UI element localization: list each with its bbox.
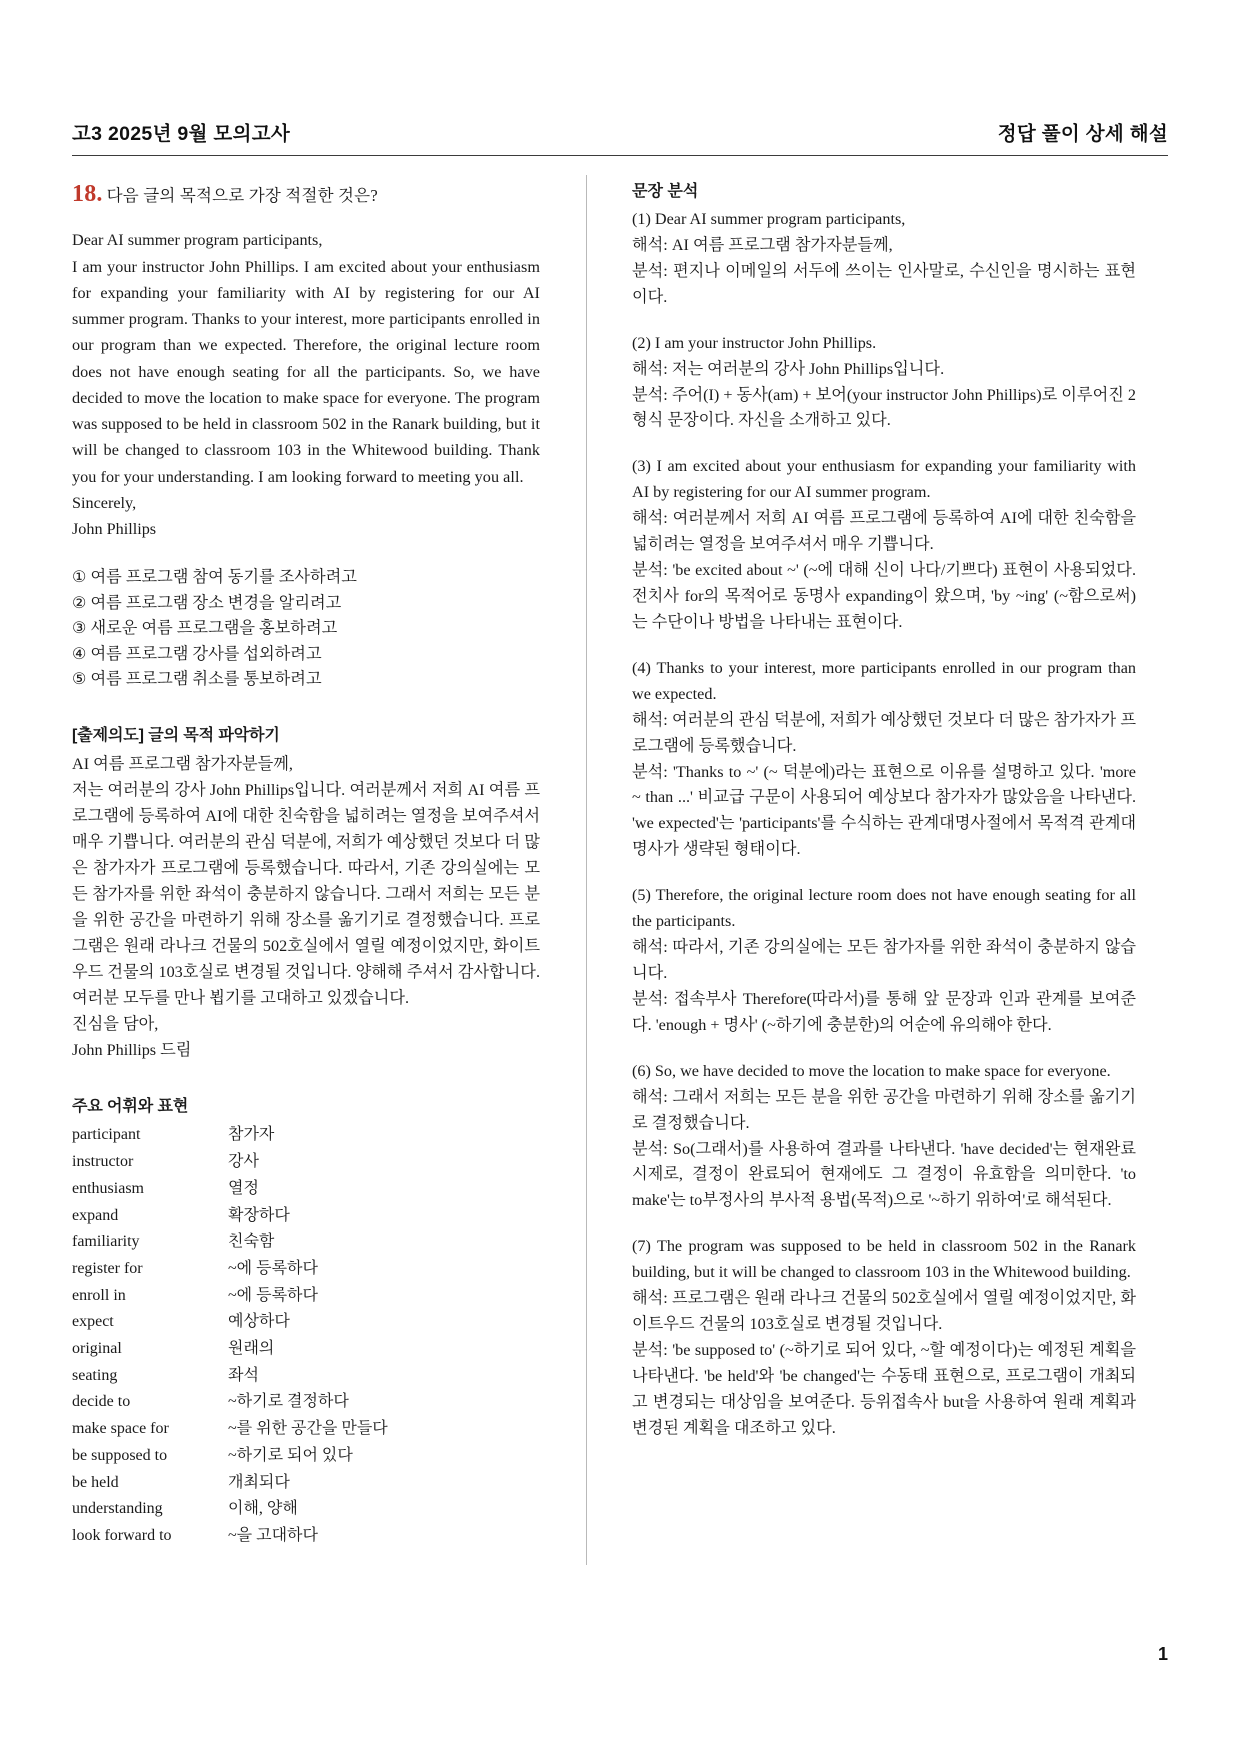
analysis-note: 분석: 주어(I) + 동사(am) + 보어(your instructor John Phillips)로 이루어진 2형식 문장이다. 자신을 소개하고 있다. — [632, 385, 1136, 430]
left-column — [72, 178, 540, 1552]
vocab-meaning: 친숙함 — [228, 1233, 275, 1251]
intent-section-title: [출제의도] 글의 목적 파악하기 — [72, 727, 280, 745]
vocab-term: make space for — [72, 1420, 169, 1438]
analysis-note: 분석: 'Thanks to ~' (~ 덕분에)라는 표현으로 이유를 설명하고 있다. 'more ~ than ...' 비교급 구문이 사용되어 예상보다 참가자가 많았음을 나타낸다. 'we expected'는 'participants'를 수식하는 관계대명사절에서 목적격 관계대명사가 생략된 형태이다. — [632, 762, 1136, 859]
choice-label: 여름 프로그램 강사를 섭외하려고 — [90, 644, 322, 663]
vocab-meaning: ~를 위한 공간을 만들다 — [228, 1420, 388, 1438]
table-row — [72, 1231, 540, 1258]
analysis-translation: 해석: 저는 여러분의 강사 John Phillips입니다. — [632, 359, 945, 378]
intent-greeting: AI 여름 프로그램 참가자분들께, — [72, 755, 293, 774]
analysis-sentence: (4) Thanks to your interest, more participants enrolled in our program than we expected. — [632, 658, 1136, 703]
intent-signature: John Phillips 드림 — [72, 1040, 192, 1059]
choice-label: 여름 프로그램 취소를 통보하려고 — [90, 669, 322, 688]
table-row — [72, 1498, 540, 1525]
analysis-item-6 — [632, 1059, 1136, 1215]
analysis-item-2 — [632, 331, 1136, 435]
analysis-translation: 해석: 프로그램은 원래 라나크 건물의 502호실에서 열릴 예정이었지만, 화이트우드 건물의 103호실로 변경될 것입니다. — [632, 1289, 1136, 1334]
choice-2[interactable] — [72, 591, 540, 616]
analysis-sentence: (1) Dear AI summer program participants, — [632, 210, 906, 228]
choice-marker: ④ — [72, 644, 87, 663]
choice-label: 여름 프로그램 장소 변경을 알리려고 — [90, 593, 342, 612]
vocab-term: enroll in — [72, 1286, 126, 1304]
table-row — [72, 1258, 540, 1285]
table-row — [72, 1472, 540, 1499]
analysis-item-1 — [632, 207, 1136, 311]
analysis-item-3 — [632, 454, 1136, 635]
vocab-term: participant — [72, 1126, 141, 1144]
vocab-meaning: 이해, 양해 — [228, 1500, 298, 1518]
vocab-meaning: ~을 고대하다 — [228, 1527, 318, 1544]
analysis-sentence: (2) I am your instructor John Phillips. — [632, 333, 877, 352]
vocab-meaning: 열정 — [228, 1179, 259, 1197]
choice-marker: ③ — [72, 619, 87, 638]
choice-marker: ① — [72, 568, 87, 587]
analysis-translation: 해석: AI 여름 프로그램 참가자분들께, — [632, 235, 893, 254]
vocab-term: understanding — [72, 1500, 163, 1518]
vocab-meaning: ~에 등록하다 — [228, 1286, 318, 1304]
vocab-term: expect — [72, 1313, 114, 1331]
table-row — [72, 1285, 540, 1312]
header-divider — [72, 155, 1168, 156]
vocab-meaning: ~하기로 결정하다 — [228, 1393, 349, 1411]
choice-5[interactable] — [72, 667, 540, 692]
analysis-section-title: 문장 분석 — [632, 183, 699, 200]
section-title: 정답 풀이 상세 해설 — [997, 123, 1168, 145]
vocab-term: seating — [72, 1366, 118, 1384]
choice-4[interactable] — [72, 642, 540, 667]
table-row — [72, 1178, 540, 1205]
table-row — [72, 1391, 540, 1418]
table-row — [72, 1205, 540, 1232]
analysis-sentence: (3) I am excited about your enthusiasm for expanding your familiarity with AI by registering for our AI summer program. — [632, 457, 1136, 502]
question-heading — [72, 178, 540, 210]
page-number: 1 — [1157, 1644, 1168, 1664]
table-row — [72, 1418, 540, 1445]
analysis-note: 분석: So(그래서)를 사용하여 결과를 나타낸다. 'have decided'는 현재완료 시제로, 결정이 완료되어 현재에도 그 결정이 유효함을 의미한다. 'to make'는 to부정사의 부사적 용법(목적)으로 '~하기 위하여'로 해석된다. — [632, 1139, 1136, 1210]
table-row — [72, 1151, 540, 1178]
vocab-term: original — [72, 1340, 122, 1358]
vocab-term: be held — [72, 1473, 119, 1491]
analysis-note: 분석: 'be excited about ~' (~에 대해 신이 나다/기쁘다) 표현이 사용되었다. 전치사 for의 목적어로 동명사 expanding이 왔으며, 'by ~ing' (~함으로써)는 수단이나 방법을 나타내는 표현이다. — [632, 561, 1136, 631]
vocab-meaning: 예상하다 — [228, 1313, 290, 1331]
choice-label: 새로운 여름 프로그램을 홍보하려고 — [90, 619, 338, 638]
vocab-term: look forward to — [72, 1527, 172, 1544]
choice-marker: ⑤ — [72, 669, 87, 688]
passage-closing: Sincerely, — [72, 493, 137, 512]
analysis-item-5 — [632, 883, 1136, 1039]
analysis-note: 분석: 접속부사 Therefore(따라서)를 통해 앞 문장과 인과 관계를 보여준다. 'enough + 명사' (~하기에 충분한)의 어순에 유의해야 한다. — [632, 989, 1136, 1034]
vocab-meaning: 개최되다 — [228, 1473, 290, 1491]
table-row — [72, 1124, 540, 1151]
question-prompt: 다음 글의 목적으로 가장 적절한 것은? — [106, 186, 378, 205]
table-row — [72, 1338, 540, 1365]
choice-1[interactable] — [72, 565, 540, 590]
analysis-sentence: (6) So, we have decided to move the location to make space for everyone. — [632, 1061, 1111, 1080]
analysis-translation: 해석: 여러분께서 저희 AI 여름 프로그램에 등록하여 AI에 대한 친숙함을 넓히려는 열정을 보여주셔서 매우 기쁩니다. — [632, 509, 1136, 554]
vocabulary-section-title: 주요 어휘와 표현 — [72, 1098, 189, 1116]
vocab-meaning: 확장하다 — [228, 1206, 290, 1224]
intent-body: 저는 여러분의 강사 John Phillips입니다. 여러분께서 저희 AI 여름 프로그램에 등록하여 AI에 대한 친숙함을 넓히려는 열정을 보여주셔서 매우 기쁩니다. 여러분의 관심 덕분에, 저희가 예상했던 것보다 더 많은 참가자가 프로그램에 등록했습니다. 따라서, 기존 강의실에는 모든 참가자를 위한 좌석이 충분하지 않습니다. 그래서 저희는 모든 분을 위한 공간을 마련하기 위해 장소를 옮기기로 결정했습니다. 프로그램은 원래 라나크 건물의 502호실에서 열릴 예정이었지만, 화이트우드 건물의 103호실로 변경될 것입니다. 양해해 주셔서 감사합니다. 여러분 모두를 만나 뵙기를 고대하고 있겠습니다. — [72, 781, 540, 1007]
analysis-translation: 해석: 그래서 저희는 모든 분을 위한 공간을 마련하기 위해 장소를 옮기기로 결정했습니다. — [632, 1087, 1136, 1132]
analysis-sentence: (5) Therefore, the original lecture room does not have enough seating for all the participants. — [632, 886, 1136, 931]
answer-choices — [72, 565, 540, 692]
vocab-term: instructor — [72, 1153, 134, 1171]
passage-body: I am your instructor John Phillips. I am excited about your enthusiasm for expanding your familiarity with AI by registering for our AI summer program. Thanks to your interest, more participants enrolled in our program than we expected. Therefore, the original lecture room does not have enough seating for all the participants. So, we have decided to move the location to make space for everyone. The program was supposed to be held in classroom 502 in the Ranark building, but it will be changed to classroom 103 in the Whitewood building. Thank you for your understanding. I am looking forward to meeting you all. — [72, 257, 540, 486]
analysis-sentence: (7) The program was supposed to be held in classroom 502 in the Ranark building, but it will be changed to classroom 103 in the Whitewood building. — [632, 1237, 1136, 1282]
vocab-term: expand — [72, 1206, 119, 1224]
table-row — [72, 1525, 540, 1552]
vocab-term: be supposed to — [72, 1446, 168, 1464]
column-divider — [586, 175, 587, 1565]
vocab-term: enthusiasm — [72, 1179, 144, 1197]
table-row — [72, 1311, 540, 1338]
passage-signature: John Phillips — [72, 519, 157, 538]
vocab-meaning: 강사 — [228, 1153, 259, 1171]
analysis-item-7 — [632, 1234, 1136, 1441]
vocab-meaning: ~하기로 되어 있다 — [228, 1446, 353, 1464]
table-row — [72, 1445, 540, 1472]
choice-marker: ② — [72, 593, 87, 612]
choice-label: 여름 프로그램 참여 동기를 조사하려고 — [90, 568, 357, 587]
vocab-meaning: 원래의 — [228, 1340, 275, 1358]
vocab-meaning: 좌석 — [228, 1366, 259, 1384]
table-row — [72, 1365, 540, 1392]
analysis-item-4 — [632, 656, 1136, 863]
vocab-meaning: ~에 등록하다 — [228, 1259, 318, 1277]
passage-greeting: Dear AI summer program participants, — [72, 231, 323, 250]
choice-3[interactable] — [72, 616, 540, 641]
vocab-term: familiarity — [72, 1233, 140, 1251]
right-column — [632, 178, 1136, 1442]
vocab-term: decide to — [72, 1393, 131, 1411]
vocabulary-table — [72, 1124, 540, 1551]
vocab-meaning: 참가자 — [228, 1126, 275, 1144]
analysis-translation: 해석: 따라서, 기존 강의실에는 모든 참가자를 위한 좌석이 충분하지 않습니다. — [632, 938, 1136, 982]
question-number: 18. — [72, 181, 103, 207]
exam-title: 고3 2025년 9월 모의고사 — [72, 123, 290, 145]
intent-closing: 진심을 담아, — [72, 1014, 159, 1033]
analysis-note: 분석: 편지나 이메일의 서두에 쓰이는 인사말로, 수신인을 명시하는 표현이다. — [632, 261, 1136, 306]
analysis-note: 분석: 'be supposed to' (~하기로 되어 있다, ~할 예정이다)는 예정된 계획을 나타낸다. 'be held'와 'be changed'는 수동태 표현으로, 프로그램이 개최되고 변경되는 대상임을 보여준다. 등위접속사 but을 사용하여 원래 계획과 변경된 계획을 대조하고 있다. — [632, 1340, 1136, 1437]
analysis-translation: 해석: 여러분의 관심 덕분에, 저희가 예상했던 것보다 더 많은 참가자가 프로그램에 등록했습니다. — [632, 710, 1136, 755]
vocab-term: register for — [72, 1259, 143, 1277]
page-header — [72, 118, 1168, 146]
